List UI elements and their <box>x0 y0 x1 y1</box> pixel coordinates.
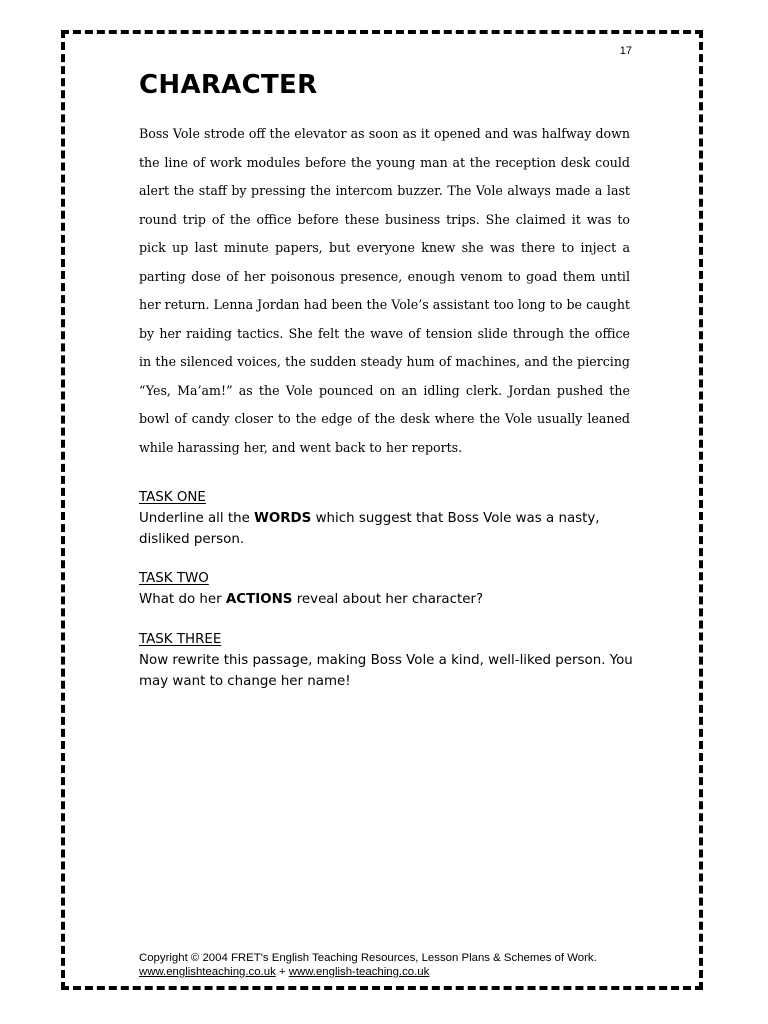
website-link-2[interactable]: www.english-teaching.co.uk <box>288 966 430 978</box>
footer-links <box>139 965 659 979</box>
task-two-instruction <box>139 589 639 610</box>
copyright-text: Copyright © 2004 FRET's English Teaching Resources, Lesson Plans & Schemes of Work. <box>139 952 597 964</box>
task-two <box>139 568 639 610</box>
story-passage: Boss Vole strode off the elevator as soon as it opened and was halfway down the line of work modules before the young man at the reception desk could alert the staff by pressing the intercom buzzer. The Vole always made a last round trip of the office before these business trips. She claimed it was to pick up last minute papers, but everyone knew she was there to inject a parting dose of her poisonous presence, enough venom to goad them until her return. Lenna Jordan had been the Vole’s assistant too long to be caught by her raiding tactics. She felt the wave of tension slide through the office in the silenced voices, the sudden steady hum of machines, and the piercing “Yes, Ma’am!” as the Vole pounced on an idling clerk. Jordan pushed the bowl of candy closer to the edge of the desk where the Vole usually leaned while harassing her, and went back to her reports. <box>139 126 630 455</box>
page-number: 17 <box>619 45 632 57</box>
task-one-emphasis: WORDS <box>254 511 312 526</box>
footer <box>139 951 659 979</box>
page-title: CHARACTER <box>139 70 318 100</box>
website-link-1[interactable]: www.englishteaching.co.uk <box>139 966 276 978</box>
task-two-text-end: reveal about her character? <box>292 592 484 607</box>
task-three-heading: TASK THREE <box>139 632 222 647</box>
task-three-instruction: Now rewrite this passage, making Boss Vole a kind, well-liked person. You may want to change her name! <box>139 653 633 689</box>
task-two-heading: TASK TWO <box>139 571 209 586</box>
task-two-emphasis: ACTIONS <box>225 592 293 607</box>
task-three <box>139 629 639 692</box>
task-one-heading: TASK ONE <box>139 490 206 505</box>
task-one <box>139 487 639 550</box>
task-one-text-end: which suggest that Boss Vole was a nasty, disliked person. <box>139 511 600 547</box>
task-two-text-start: What do her <box>139 592 226 607</box>
task-one-instruction <box>139 508 639 550</box>
link-separator: + <box>275 966 289 978</box>
task-one-text-start: Underline all the <box>139 511 255 526</box>
